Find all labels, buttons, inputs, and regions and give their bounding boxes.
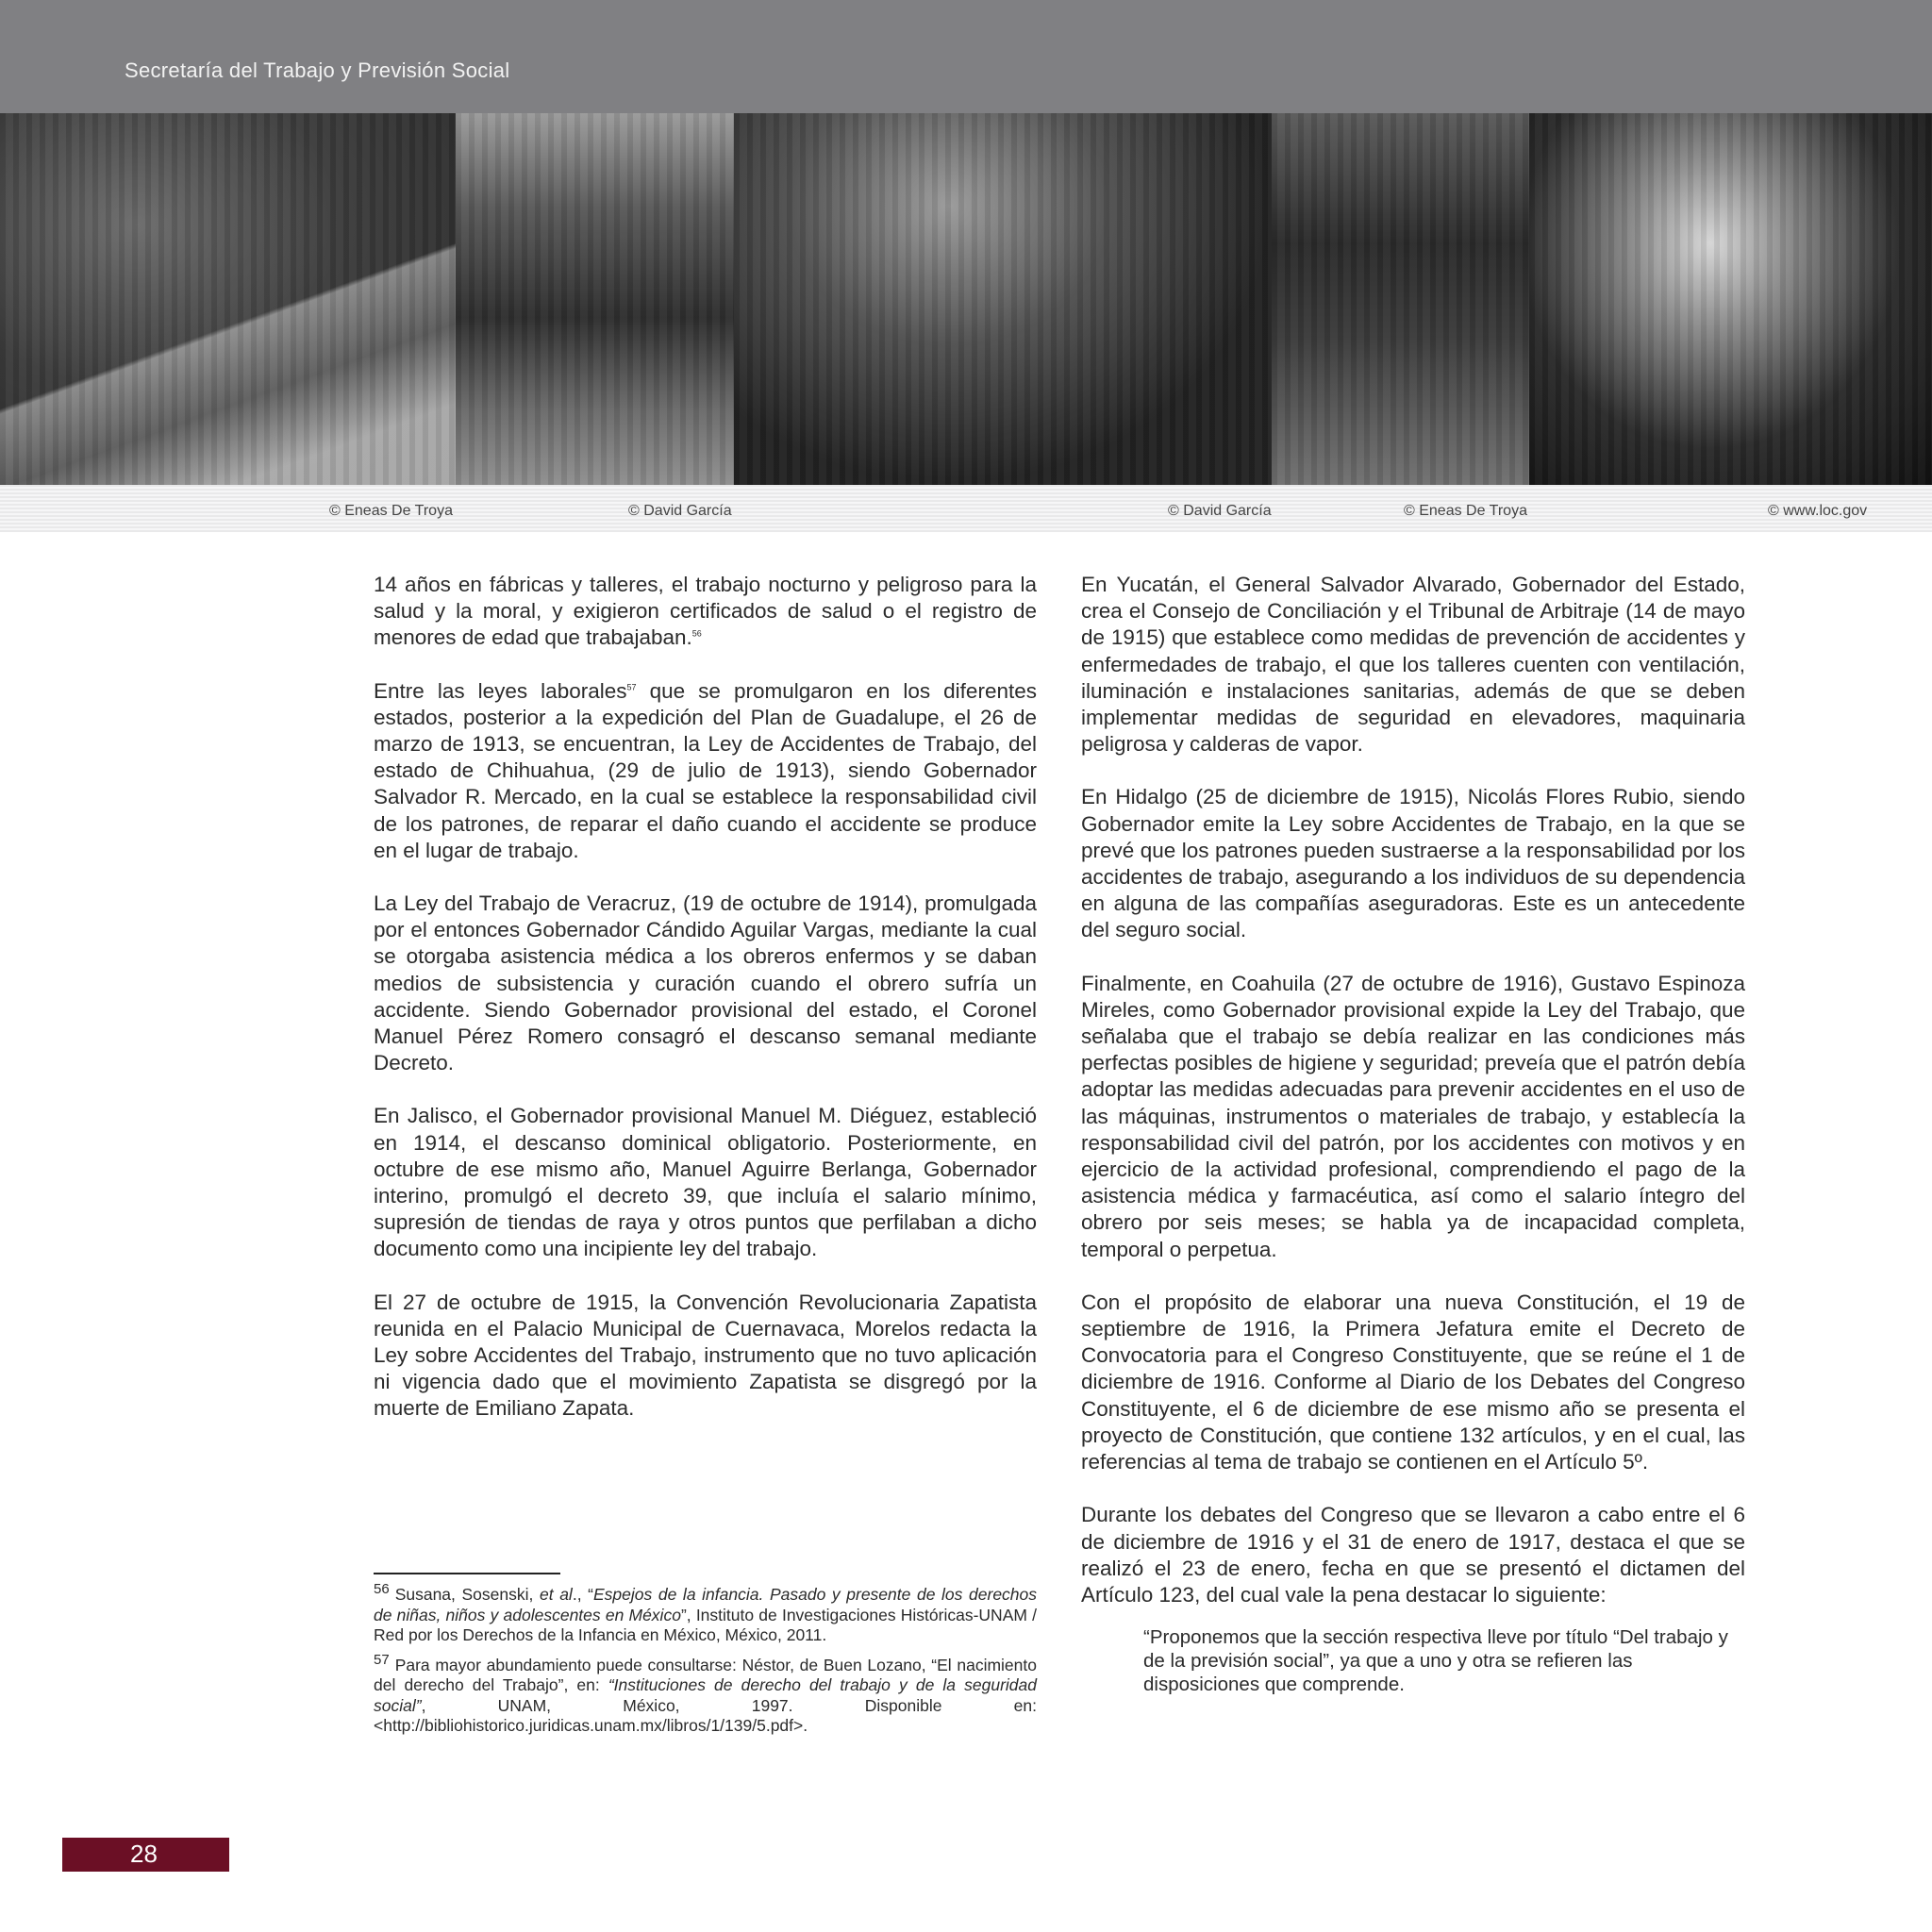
photo-manhole-workers: [1272, 113, 1529, 485]
paragraph: La Ley del Trabajo de Veracruz, (19 de octubre de 1914), promulgada por el entonces Gobernador Cándido Aguilar Vargas, mediante la cual se otorgaba asistencia médica a los obreros enfermos y se daban medios de subsistencia y curación cuando el obrero sufría un accidente. Siendo Gobernador provisional del estado, el Coronel Manuel Pérez Romero consagró el descanso semanal mediante Decreto.: [374, 891, 1037, 1075]
photo-credit: © David García: [628, 503, 732, 519]
paragraph: En Yucatán, el General Salvador Alvarado, Gobernador del Estado, crea el Consejo de Conciliación y el Tribunal de Arbitraje (14 de mayo de 1915) que establece como medidas de prevención de accidentes y enfermedades de trabajo, el que los talleres cuenten con ventilación, iluminación e instalaciones sanitarias, además de que se deben implementar medidas de seguridad en elevadores, maquinaria peligrosa y calderas de vapor.: [1081, 573, 1745, 757]
footnotes: [374, 1581, 1038, 1746]
photo-credit: © www.loc.gov: [1768, 503, 1868, 519]
left-column: [374, 572, 1037, 1449]
footnote: 56 Susana, Sosenski, et al., “Espejos de la infancia. Pasado y presente de los derechos de niñas, niños y adolescentes en México”, Instituto de Investigaciones Históricas-UNAM / Red por los Derechos de la Infancia en México, México, 2011.: [374, 1581, 1038, 1644]
photo-credit: © Eneas De Troya: [1404, 503, 1527, 519]
header-bar: [0, 0, 1932, 113]
paragraph: Con el propósito de elaborar una nueva Constitución, el 19 de septiembre de 1916, la Primera Jefatura emite el Decreto de Convocatoria para el Congreso Constituyente, que se reúne el 1 de diciembre de 1916. Conforme al Diario de los Debates del Congreso Constituyente, el 6 de diciembre de ese mismo año se presenta el proyecto de Constitución, que contiene 132 artículos, y en el cual, las referencias al tema de trabajo se contienen en el Artículo 5º.: [1081, 1290, 1745, 1474]
paragraph: En Hidalgo (25 de diciembre de 1915), Nicolás Flores Rubio, siendo Gobernador emite la Ley sobre Accidentes de Trabajo, en la que se prevé que los patrones pueden sustraerse a la responsabilidad por los accidentes de trabajo, asegurando a los individuos de su dependencia en alguna de las compañías aseguradoras. Este es un antecedente del seguro social.: [1081, 785, 1745, 942]
photo-street-market: [734, 113, 1272, 485]
footnote-ref[interactable]: 57: [626, 682, 637, 692]
footnote: 57 Para mayor abundamiento puede consultarse: Néstor, de Buen Lozano, “El nacimiento del derecho del Trabajo”, en: “Instituciones de derecho del trabajo y de la seguridad social”, UNAM, México, 1997. Disponible en: <http://bibliohistorico.juridicas.unam.mx/libros/1/139/5.pdf>.: [374, 1651, 1038, 1735]
footnote-divider: [374, 1573, 560, 1574]
photo-rail-workers: [0, 113, 456, 485]
paragraph: 14 años en fábricas y talleres, el trabajo nocturno y peligroso para la salud y la moral, y exigieron certificados de salud o el registro de menores de edad que trabajaban.$^{56}$: [374, 573, 1037, 650]
paragraph: Entre las leyes laborales$^{57}$ que se promulgaron en los diferentes estados, posterior a la expedición del Plan de Guadalupe, el 26 de marzo de 1913, se encuentran, la Ley de Accidentes de Trabajo, del estado de Chihuahua, (29 de julio de 1913), siendo Gobernador Salvador R. Mercado, en la cual se establece la responsabilidad civil de los patrones, de reparar el daño cuando el accidente se produce en el lugar de trabajo.: [374, 678, 1037, 862]
credit-bar: [0, 485, 1932, 532]
photo-elderly-machinist: [1529, 113, 1932, 485]
paragraph: El 27 de octubre de 1915, la Convención Revolucionaria Zapatista reunida en el Palacio Municipal de Cuernavaca, Morelos redacta la Ley sobre Accidentes del Trabajo, instrumento que no tuvo aplicación ni vigencia dado que el movimiento Zapatista se disgregó por la muerte de Emiliano Zapata.: [374, 1290, 1037, 1421]
footnote-ref[interactable]: 56: [691, 628, 702, 639]
paragraph: Durante los debates del Congreso que se llevaron a cabo entre el 6 de diciembre de 1916 y el 31 de enero de 1917, destaca el que se realizó el 23 de enero, fecha en que se presentó el dictamen del Artículo 123, del cual vale la pena destacar lo siguiente:: [1081, 1503, 1745, 1607]
right-column: [1081, 572, 1745, 1696]
page-number: 28: [130, 1840, 158, 1868]
paragraph: En Jalisco, el Gobernador provisional Manuel M. Diéguez, estableció en 1914, el descanso dominical obligatorio. Posteriormente, en octubre de ese mismo año, Manuel Aguirre Berlanga, Gobernador interino, promulgó el decreto 39, que incluía el salario mínimo, supresión de tiendas de raya y otros puntos que perfilaban a dicho documento como una incipiente ley del trabajo.: [374, 1104, 1037, 1261]
header-title: Secretaría del Trabajo y Previsión Social: [125, 58, 510, 82]
footnote-number: 56: [374, 1581, 390, 1598]
photo-strip: [0, 113, 1932, 485]
block-quote: “Proponemos que la sección respectiva lleve por título “Del trabajo y de la previsión social”, ya que a uno y otra se refieren las disposiciones que comprende.: [1143, 1626, 1728, 1696]
paragraph: Finalmente, en Coahuila (27 de octubre de 1916), Gustavo Espinoza Mireles, como Gobernador provisional expide la Ley del Trabajo, que señalaba que el trabajo se debía realizar en las condiciones más perfectas posibles de higiene y seguridad; preveía que el patrón debía adoptar las medidas adecuadas para prevenir accidentes en el uso de las máquinas, instrumentos o materiales de trabajo, y establecía la responsabilidad civil del patrón, por los accidentes con motivos y en ejercicio de la actividad profesional, comprendiendo el pago de la asistencia médica y farmacéutica, así como el salario íntegro del obrero por seis meses; se habla ya de incapacidad completa, temporal o perpetua.: [1081, 971, 1745, 1261]
photo-march-bicycle: [456, 113, 734, 485]
photo-credit: © David García: [1168, 503, 1272, 519]
photo-credit: © Eneas De Troya: [329, 503, 453, 519]
footnote-number: 57: [374, 1651, 390, 1668]
